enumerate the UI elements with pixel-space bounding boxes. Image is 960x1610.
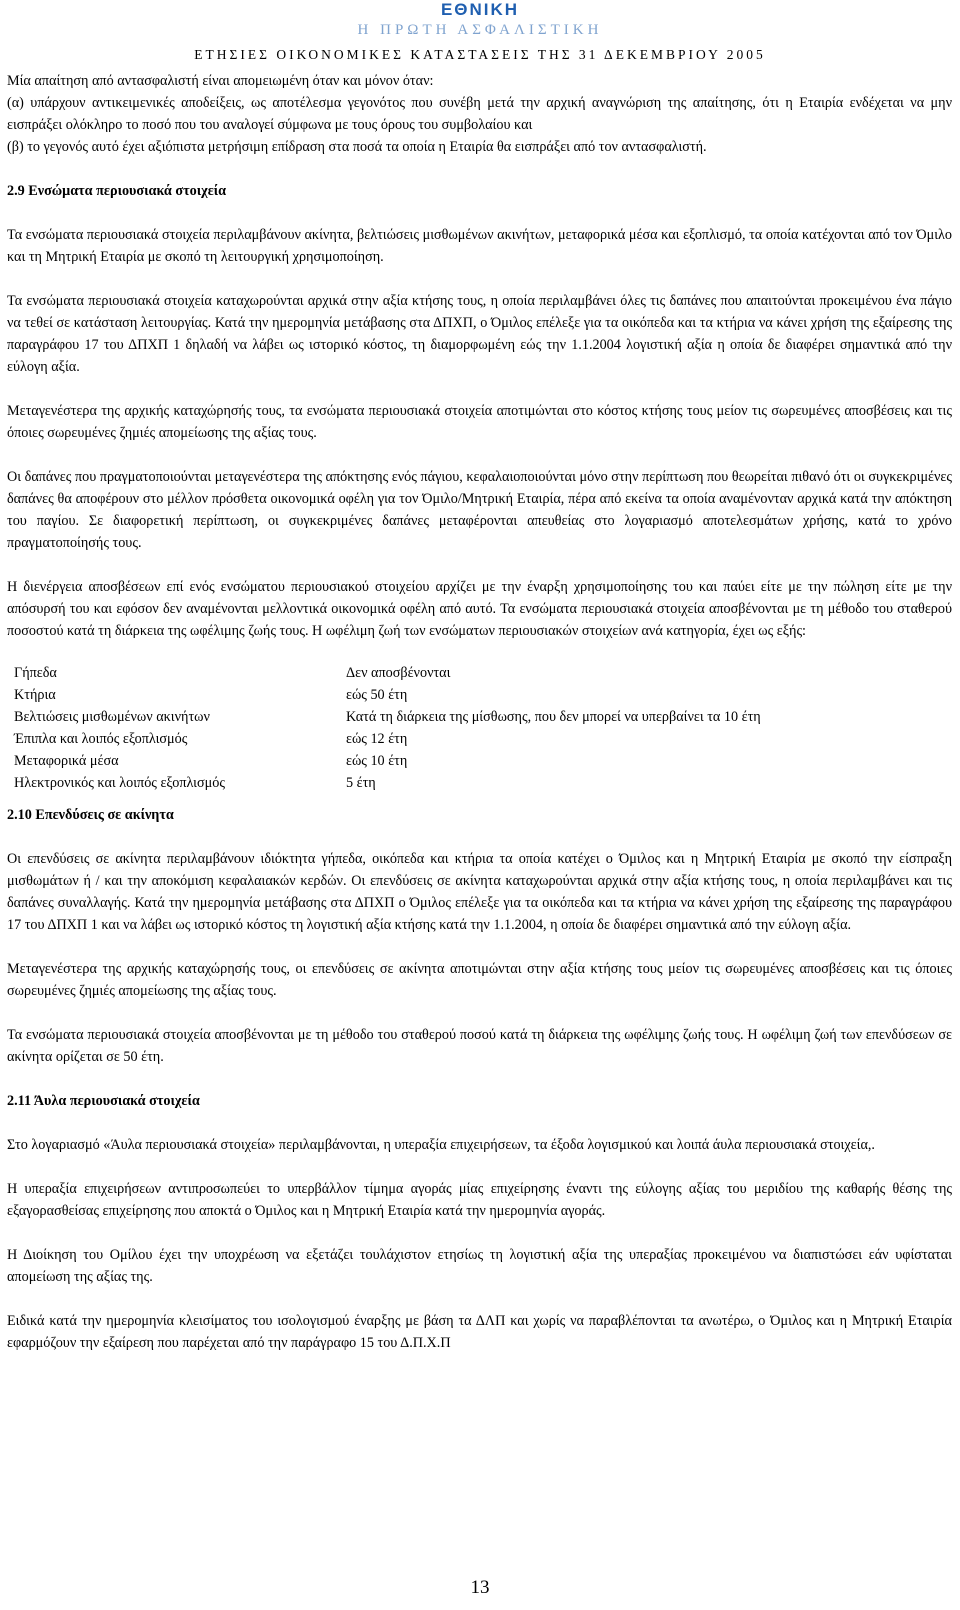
paragraph: Τα ενσώματα περιουσιακά στοιχεία καταχωρούνται αρχικά στην αξία κτήσης τους, η οποία περιλαμβάνει όλες τις δαπάνες που απαιτούνται προκειμένου ένα πάγιο να τεθεί σε κατάσταση λειτουργίας. Κατά την ημερομηνία μετάβασης στα ΔΠΧΠ, ο Όμιλος επέλεξε για τα οικόπεδα και τα κτήρια να κάνει χρήση της εξαίρεσης της παραγράφου 17 του ΔΠΧΠ 1 δηλαδή να λάβει ως ιστορικό κόστος, τη διαμορφωμένη εώς την 1.1.2004 λογιστική αξία η οποία δε διαφέρει σημαντικά από την εύλογη αξία. <box>7 293 952 375</box>
intro-line: Μία απαίτηση από αντασφαλιστή είναι απομειωμένη όταν και μόνον όταν: <box>7 73 434 89</box>
paragraph: Η υπεραξία επιχειρήσεων αντιπροσωπεύει το υπερβάλλον τίμημα αγοράς μίας επιχείρησης έναντι της εύλογης αξίας του μεριδίου της καθαρής θέσης της εξαγορασθείσας επιχείρησης που αποκτά ο Όμιλος και η Μητρική Εταιρία κατά την ημερομηνία αγοράς. <box>7 1181 952 1219</box>
category-cell: Ηλεκτρονικός και λοιπός εξοπλισμός <box>14 775 225 791</box>
report-title: ΕΤΗΣΙΕΣ ΟΙΚΟΝΟΜΙΚΕΣ ΚΑΤΑΣΤΑΣΕΙΣ ΤΗΣ 31 ΔΕΚΕΜΒΡΙΟΥ 2005 <box>194 47 766 62</box>
category-cell: Μεταφορικά μέσα <box>14 753 119 769</box>
paragraph: Η Διοίκηση του Ομίλου έχει την υποχρέωση να εξετάζει τουλάχιστον ετησίως τη λογιστική αξία της υπεραξίας προκειμένου να διαπιστώσει εάν υφίσταται απομείωση της αξίας της. <box>7 1247 952 1285</box>
brand-tagline: Η ΠΡΩΤΗ ΑΣΦΑΛΙΣΤΙΚΗ <box>357 22 603 38</box>
section-heading-2-9: 2.9 Ενσώματα περιουσιακά στοιχεία <box>7 183 227 199</box>
life-cell: εώς 12 έτη <box>346 731 408 747</box>
paragraph: Μεταγενέστερα της αρχικής καταχώρησής τους, οι επενδύσεις σε ακίνητα αποτιμώνται στην αξία κτήσης τους μείον τις σωρευμένες αποσβέσεις και τις όποιες σωρευμένες ζημιές απομείωσης της αξίας τους. <box>7 961 952 999</box>
life-cell: Κατά τη διάρκεια της μίσθωσης, που δεν μπορεί να υπερβαίνει τα 10 έτη <box>346 709 761 725</box>
table-row <box>14 772 761 794</box>
table-row <box>14 728 761 750</box>
category-cell: Έπιπλα και λοιπός εξοπλισμός <box>14 731 188 747</box>
category-cell: Γήπεδα <box>14 665 57 681</box>
paragraph: Τα ενσώματα περιουσιακά στοιχεία περιλαμβάνουν ακίνητα, βελτιώσεις μισθωμένων ακινήτων, μεταφορικά μέσα και εξοπλισμό, τα οποία κατέχονται από τον Όμιλο και τη Μητρική Εταιρία με σκοπό τη λειτουργική χρησιμοποίηση. <box>7 227 952 265</box>
document-body <box>7 70 952 1354</box>
table-row <box>14 684 761 706</box>
paragraph: Οι επενδύσεις σε ακίνητα περιλαμβάνουν ιδιόκτητα γήπεδα, οικόπεδα και κτήρια τα οποία κατέχει ο Όμιλος και η Μητρική Εταιρία με σκοπό την είσπραξη μισθωμάτων ή / και την αποκόμιση κεφαλαιακών κερδών. Οι επενδύσεις σε ακίνητα καταχωρούνται αρχικά στην αξία κτήσης τους, η οποία περιλαμβάνει και τις δαπάνες συναλλαγής. Κατά την ημερομηνία μετάβασης στα ΔΠΧΠ ο Όμιλος επέλεξε για τα οικόπεδα και τα κτήρια να κάνει χρήση της εξαίρεσης της παραγράφου 17 του ΔΠΧΠ 1 και να λάβει ως ιστορικό κόστος τη λογιστική αξία κτήσης κατά την 1.1.2004, η οποία δε διαφέρει σημαντικά από την εύλογη αξία. <box>7 851 952 933</box>
life-cell: εώς 50 έτη <box>346 687 408 703</box>
page-number: 13 <box>470 1577 490 1598</box>
paragraph: Στο λογαριασμό «Άυλα περιουσιακά στοιχεία» περιλαμβάνονται, η υπεραξία επιχειρήσεων, τα έξοδα λογισμικού και λοιπά άυλα περιουσιακά στοιχεία,. <box>7 1137 875 1153</box>
paragraph: Η διενέργεια αποσβέσεων επί ενός ενσώματου περιουσιακού στοιχείου αρχίζει με την έναρξη χρησιμοποίησης του και παύει είτε με την πώληση είτε με την απόσυρσή του και εφόσον δεν αναμένονται μελλοντικά οικονομικά οφέλη από αυτό. Τα ενσώματα περιουσιακά στοιχεία αποσβένονται με τη μέθοδο του σταθερού ποσοστού κατά τη διάρκεια της ωφέλιμης ζωής τους. Η ωφέλιμη ζωή των ενσώματων περιουσιακών στοιχείων ανά κατηγορία, έχει ως εξής: <box>7 579 952 639</box>
table-row <box>14 706 761 728</box>
table-row <box>14 750 761 772</box>
life-cell: 5 έτη <box>346 775 376 791</box>
intro-item-b: (β) το γεγονός αυτό έχει αξιόπιστα μετρήσιμη επίδραση στα ποσά τα οποία η Εταιρία θα εισπράξει από τον αντασφαλιστή. <box>7 139 707 155</box>
life-cell: Δεν αποσβένονται <box>346 665 451 681</box>
category-cell: Βελτιώσεις μισθωμένων ακινήτων <box>14 709 210 725</box>
paragraph: Ειδικά κατά την ημερομηνία κλεισίματος του ισολογισμού έναρξης με βάση τα ΔΛΠ και χωρίς να παραβλέπονται τα ανωτέρω, ο Όμιλος και η Μητρική Εταιρία εφαρμόζουν την εξαίρεση που παρέχεται από την παράγραφο 15 του Δ.Π.Χ.Π <box>7 1313 952 1351</box>
paragraph: Οι δαπάνες που πραγματοποιούνται μεταγενέστερα της απόκτησης ενός πάγιου, κεφαλαιοποιούνται μόνο στην περίπτωση που θεωρείται πιθανό ότι οι συγκεκριμένες δαπάνες θα αποφέρουν στο μέλλον πρόσθετα οικονομικά οφέλη για τον Όμιλο/Μητρική Εταιρία, πέρα από εκείνα τα οποία αναμένονταν αρχικά κατά την απόκτηση του παγίου. Σε διαφορετική περίπτωση, οι συγκεκριμένες δαπάνες μεταφέρονται απευθείας στο λογαριασμό αποτελεσμάτων χρήσης, κατά το χρόνο πραγματοποίησής τους. <box>7 469 952 551</box>
section-heading-2-10: 2.10 Επενδύσεις σε ακίνητα <box>7 807 174 823</box>
paragraph: Τα ενσώματα περιουσιακά στοιχεία αποσβένονται με τη μέθοδο του σταθερού ποσού κατά τη διάρκεια της ωφέλιμης ζωής τους. Η ωφέλιμη ζωή των επενδύσεων σε ακίνητα ορίζεται σε 50 έτη. <box>7 1027 952 1065</box>
life-cell: εώς 10 έτη <box>346 753 408 769</box>
brand-name: ΕΘΝΙΚΗ <box>440 0 520 19</box>
table-row <box>14 662 761 684</box>
page-header <box>0 0 960 64</box>
intro-item-a: (α) υπάρχουν αντικειμενικές αποδείξεις, ως αποτέλεσμα γεγονότος που συνέβη μετά την αρχική αναγνώριση της απαίτησης, ότι η Εταιρία ενδέχεται να μην εισπράξει ολόκληρο το ποσό που του αναλογεί σύμφωνα με τους όρους του συμβολαίου και <box>7 95 952 133</box>
section-heading-2-11: 2.11 Άυλα περιουσιακά στοιχεία <box>7 1093 200 1109</box>
category-cell: Κτήρια <box>14 687 56 703</box>
paragraph: Μεταγενέστερα της αρχικής καταχώρησής τους, τα ενσώματα περιουσιακά στοιχεία αποτιμώνται στο κόστος κτήσης τους μείον τις σωρευμένες αποσβέσεις και τις όποιες σωρευμένες ζημιές απομείωσης της αξίας τους. <box>7 403 952 441</box>
useful-life-table <box>14 662 761 794</box>
